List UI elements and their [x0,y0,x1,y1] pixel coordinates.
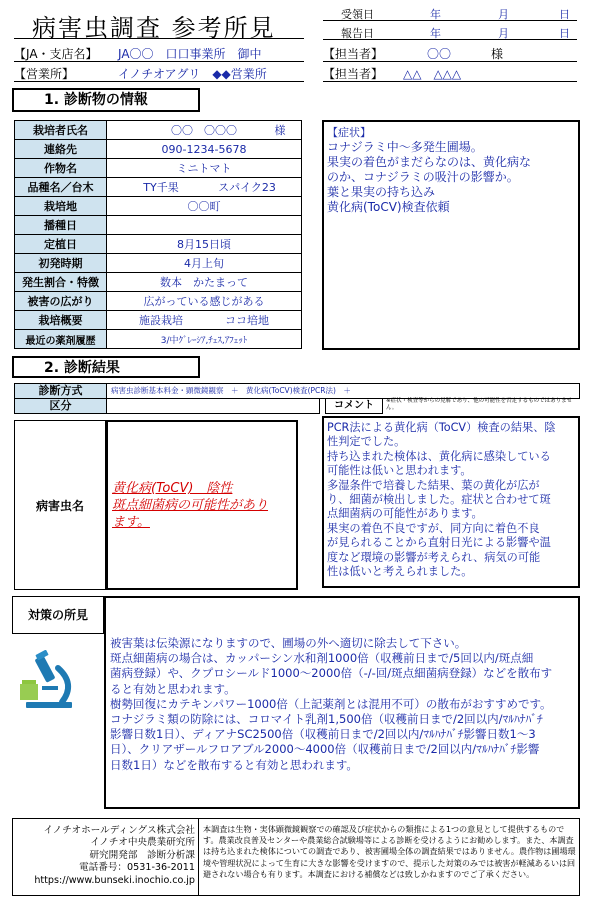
table-row: 播種日 [15,216,302,235]
report-label: 報告日 [341,27,374,40]
measures-box [104,596,580,809]
microscope-icon [18,650,78,710]
table-row: 品種名／台木 TY千果 スパイク23 [15,178,302,197]
table-row: 連絡先 090-1234-5678 [15,140,302,159]
pest-result-box: 黄化病(ToCV) 陰性 斑点細菌病の可能性があり ます。 [106,420,298,590]
comment-text: PCR法による黄化病（ToCV）検査の結果、陰 性判定でした。 持ち込まれた検体は、黄化病に感染している 可能性は低いと思われます。 多湿条件で培養した結果、葉の黄化が広が り、細菌が検出しました。症状と合わせて斑 点細菌病の可能性があります。 果実の着色不良ですが、同方向に着色不良 が見られることから直射日光による影響や温 度など環境の影響が考えられ、病気の可能 性は低いと考えられました。 [327,421,556,579]
footer [12,818,580,896]
pest-label: 病害虫名 [14,420,106,590]
page-title: 病害虫調査 参考所見 [32,14,276,42]
title-underline [14,38,304,39]
table-row: 作物名 ミニトマト [15,159,302,178]
office-row: 【営業所】 イノチオアグリ ◆◆営業所 [14,65,304,82]
table-row: 栽培者氏名 〇〇 〇〇〇 様 [15,121,302,140]
comment-note: ※症状・検査等からの見解であり、他の可能性を否定するものではありません。 [386,398,573,411]
measures-label: 対策の所見 [12,596,104,634]
company-info: イノチオホールディングス株式会社 イノチオ中央農業研究所 研究開発部 診断分析課 電話番号：0531-36-2011 https://www.bunseki.inochio.co.jp [13,819,199,895]
symptom-text: コナジラミ中～多発生圃場。 果実の着色がまだらなのは、黄化病な のか、コナジラミの吸汁の影響か。 葉と果実の持ち込み 黄化病(ToCV)検査依頼 [327,140,532,214]
ja-row: 【JA・支店名】 JA〇〇 口口事業所 御中 [14,45,304,62]
table-row: 被害の広がり 広がっている感じがある [15,292,302,311]
table-row: 初発時期 4月上旬 [15,254,302,273]
method-row: 診断方式 病害虫診断基本料金・顕微鏡観察 ＋ 黄化病(ToCV)検査(PCR法) ＋ [14,383,580,399]
table-row: 栽培概要 施設栽培 ココ培地 [15,311,302,330]
staff2-row: 【担当者】 △△ △△△ [323,65,577,82]
received-label: 受領日 [341,8,374,21]
section1-header: 1. 診断物の情報 [12,88,200,112]
category-row: 区分 [14,398,320,414]
comment-box [322,416,580,588]
table-row: 定植日 8月15日頃 [15,235,302,254]
table-row: 栽培地 〇〇町 [15,197,302,216]
website-link[interactable]: https://www.bunseki.inochio.co.jp [34,874,195,886]
symptom-box [322,120,580,350]
table-row: 発生割合・特徴 数本 かたまって [15,273,302,292]
comment-label: コメント [325,398,383,414]
disclaimer: 本調査は生物・実体顕微鏡観察での確認及び症状からの類推による1つの意見として提供するものです。農業改良普及センターや農業総合試験場等による診断を受けるようにお勧めします。また、本調査は持ち込まれた検体についての調査であり、被害圃場全体の調査結果ではありません。農作物は圃場環境や管理状況によって生育に大きな影響を受けますので、提示した対策のみでは被害が軽減あるいは回避されない場合も有ります。本調査における補償などは致しかねますのでご了承ください。 [203,824,576,879]
measures-text: 被害葉は伝染源になりますので、圃場の外へ適切に除去して下さい。 斑点細菌病の場合は、カッパーシン水和剤1000倍（収穫前日まで/5回以内/斑点細 菌病登録）や、クプロシールド1000～2000倍（-/-回/斑点細菌病登録）などを散布す ると有効と思われます。 樹勢回復にカテキンパワー1000倍（上記薬剤とは混用不可）の散布がおすすめです。 コナジラミ類の防除には、コロマイト乳剤1,500倍（収穫前日まで/2回以内/ﾏﾙﾊﾅﾊﾞﾁ 影響日数1日）、ディアナSC2500倍（収穫前日まで/2回以内/ﾏﾙﾊﾅﾊﾞﾁ影響日数1～3 日）、クリアザールフロアブル2000～4000倍（収穫前日まで/2回以内/ﾏﾙﾊﾅﾊﾞﾁ影響 日数1日）などを散布すると有効と思われます。 [110,636,553,772]
table-row: 最近の薬剤履歴 3/中ｸﾞﾚｰｼｱ,ﾁｪｽ,ｱﾌｪｯﾄ [15,330,302,349]
crop-info-table [14,120,302,349]
symptom-label: 【症状】 [327,126,371,139]
section2-header: 2. 診断結果 [12,356,200,378]
staff-row: 【担当者】 〇〇 様 [323,45,577,62]
